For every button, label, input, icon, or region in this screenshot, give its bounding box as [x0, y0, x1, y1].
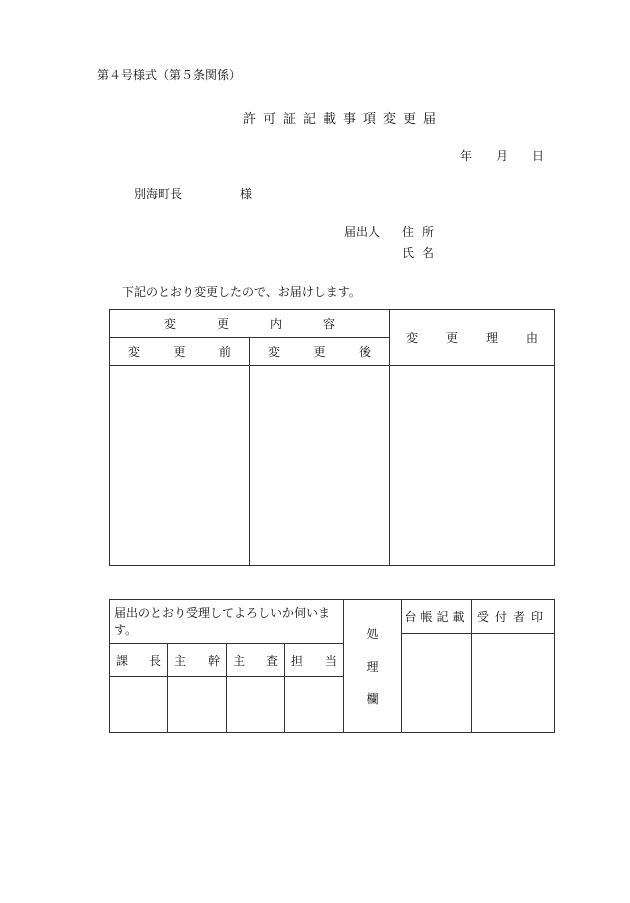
stamp-section-chief[interactable]: [110, 677, 168, 733]
approval-request-cell: [110, 600, 344, 644]
role-section-chief: 課 長: [110, 644, 168, 677]
name-label: 氏名: [402, 246, 443, 260]
ledger-entry-header: 台帳記載: [402, 600, 472, 634]
approval-request-text: 届出のとおり受理してよろしいか伺います。: [114, 605, 331, 637]
change-reason-header: 変 更 理 由: [390, 310, 555, 366]
document-title: 許可証記載事項変更届: [243, 112, 444, 127]
intro-text: 下記のとおり変更したので、お届けします。: [122, 285, 361, 299]
date-day: 日: [532, 149, 545, 163]
process-table: [109, 599, 555, 733]
addressee-name: 別海町長: [134, 187, 183, 201]
before-change-cell[interactable]: [110, 366, 250, 566]
form-number: 第４号様式（第５条関係）: [97, 68, 242, 82]
role-staff-in-charge: 担 当: [285, 644, 344, 677]
date-month: 月: [496, 149, 509, 163]
after-change-cell[interactable]: [250, 366, 390, 566]
role-inspector: 主 査: [227, 644, 285, 677]
role-chief-officer: 主 幹: [168, 644, 227, 677]
after-change-header: 変 更 後: [250, 338, 390, 366]
ledger-entry-cell[interactable]: [402, 634, 472, 733]
date-year: 年: [460, 149, 473, 163]
change-reason-cell[interactable]: [390, 366, 555, 566]
process-column: 処 理 欄: [344, 600, 402, 733]
change-content-header: 変 更 内 容: [110, 310, 390, 338]
receipt-stamp-header: 受付者印: [472, 600, 555, 634]
change-table: [109, 309, 555, 566]
stamp-staff-in-charge[interactable]: [285, 677, 344, 733]
receipt-stamp-cell[interactable]: [472, 634, 555, 733]
address-label: 住所: [402, 225, 443, 239]
stamp-inspector[interactable]: [227, 677, 285, 733]
addressee-honorific: 様: [240, 187, 253, 201]
applicant-label: 届出人: [344, 225, 381, 239]
before-change-header: 変 更 前: [110, 338, 250, 366]
stamp-chief-officer[interactable]: [168, 677, 227, 733]
